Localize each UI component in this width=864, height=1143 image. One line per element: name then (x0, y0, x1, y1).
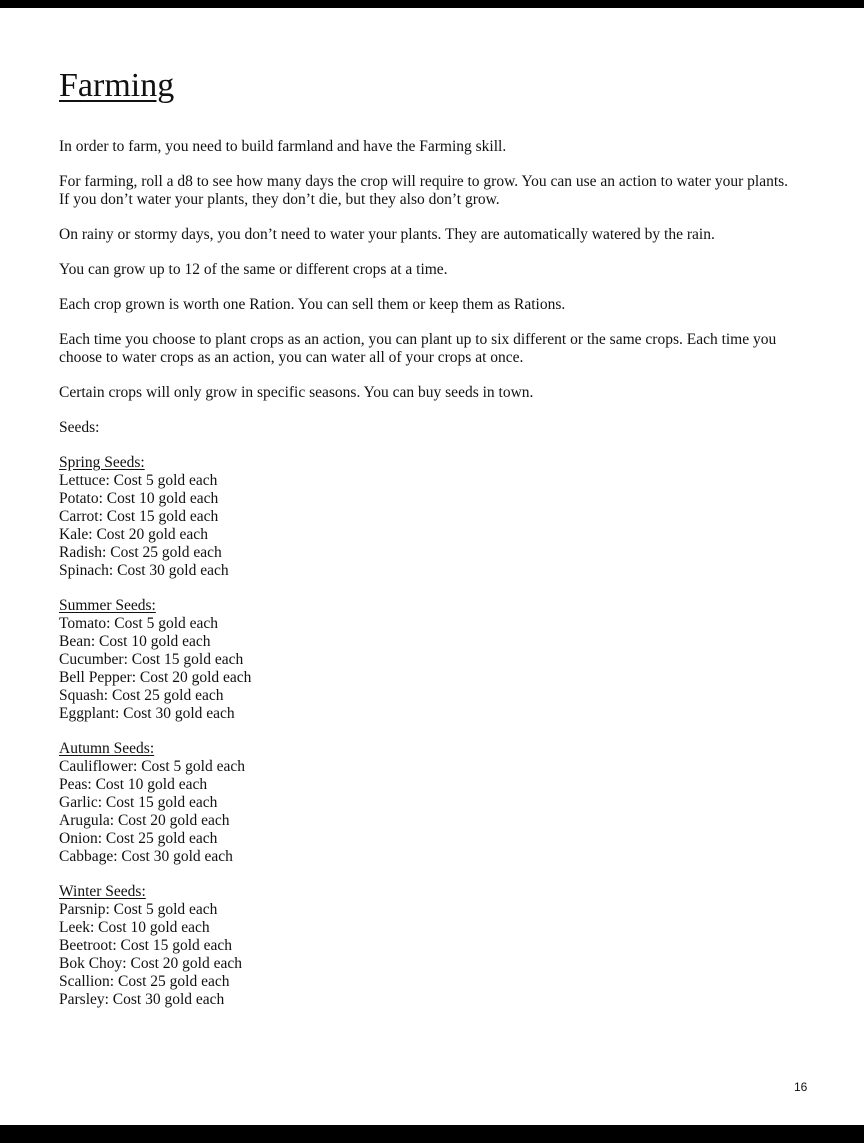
paragraph-rations: Each crop grown is worth one Ration. You can sell them or keep them as Rations. (59, 296, 566, 313)
page-number: 16 (794, 1080, 808, 1094)
seed-item: Cabbage: Cost 30 gold each (59, 848, 233, 865)
seed-item: Parsnip: Cost 5 gold each (59, 901, 218, 918)
paragraph-farm-requirements: In order to farm, you need to build farmland and have the Farming skill. (59, 138, 507, 155)
season-title: Autumn Seeds: (59, 740, 155, 757)
seed-item: Arugula: Cost 20 gold each (59, 812, 230, 829)
season-title: Spring Seeds: (59, 454, 145, 471)
season-title: Summer Seeds: (59, 597, 156, 614)
seed-item: Onion: Cost 25 gold each (59, 830, 218, 847)
seed-item: Beetroot: Cost 15 gold each (59, 937, 233, 954)
seed-item: Squash: Cost 25 gold each (59, 687, 224, 704)
seed-item: Bell Pepper: Cost 20 gold each (59, 669, 252, 686)
paragraph-growth-roll: For farming, roll a d8 to see how many days the crop will require to grow. You can use an action to water your plants. If you don’t water your plants, they don’t die, but they also don’t grow. (59, 173, 789, 208)
seed-item: Leek: Cost 10 gold each (59, 919, 210, 936)
season-spring (59, 454, 799, 580)
seed-item: Spinach: Cost 30 gold each (59, 562, 229, 579)
seeds-heading: Seeds: (59, 419, 100, 436)
paragraph-crop-limit: You can grow up to 12 of the same or different crops at a time. (59, 261, 448, 278)
page-title: Farming (59, 67, 175, 104)
seed-item: Bok Choy: Cost 20 gold each (59, 955, 242, 972)
season-autumn (59, 740, 799, 866)
seed-item: Bean: Cost 10 gold each (59, 633, 211, 650)
paragraph-seasons: Certain crops will only grow in specific seasons. You can buy seeds in town. (59, 384, 534, 401)
seed-item: Potato: Cost 10 gold each (59, 490, 219, 507)
seed-item: Tomato: Cost 5 gold each (59, 615, 219, 632)
paragraph-rain: On rainy or stormy days, you don’t need to water your plants. They are automatically watered by the rain. (59, 226, 715, 243)
seed-item: Parsley: Cost 30 gold each (59, 991, 225, 1008)
paragraph-planting-actions: Each time you choose to plant crops as an action, you can plant up to six different or the same crops. Each time you choose to water crops as an action, you can water all of your crops at once. (59, 331, 777, 366)
seed-item: Peas: Cost 10 gold each (59, 776, 208, 793)
body-text (59, 138, 799, 1026)
season-title: Winter Seeds: (59, 883, 146, 900)
seed-item: Carrot: Cost 15 gold each (59, 508, 219, 525)
seed-item: Scallion: Cost 25 gold each (59, 973, 230, 990)
seed-item: Radish: Cost 25 gold each (59, 544, 222, 561)
season-summer (59, 597, 799, 723)
seed-item: Cucumber: Cost 15 gold each (59, 651, 244, 668)
document-page (0, 8, 864, 1125)
seed-item: Kale: Cost 20 gold each (59, 526, 208, 543)
seed-item: Lettuce: Cost 5 gold each (59, 472, 218, 489)
seed-item: Eggplant: Cost 30 gold each (59, 705, 235, 722)
seed-item: Cauliflower: Cost 5 gold each (59, 758, 245, 775)
seed-item: Garlic: Cost 15 gold each (59, 794, 218, 811)
season-winter (59, 883, 799, 1009)
